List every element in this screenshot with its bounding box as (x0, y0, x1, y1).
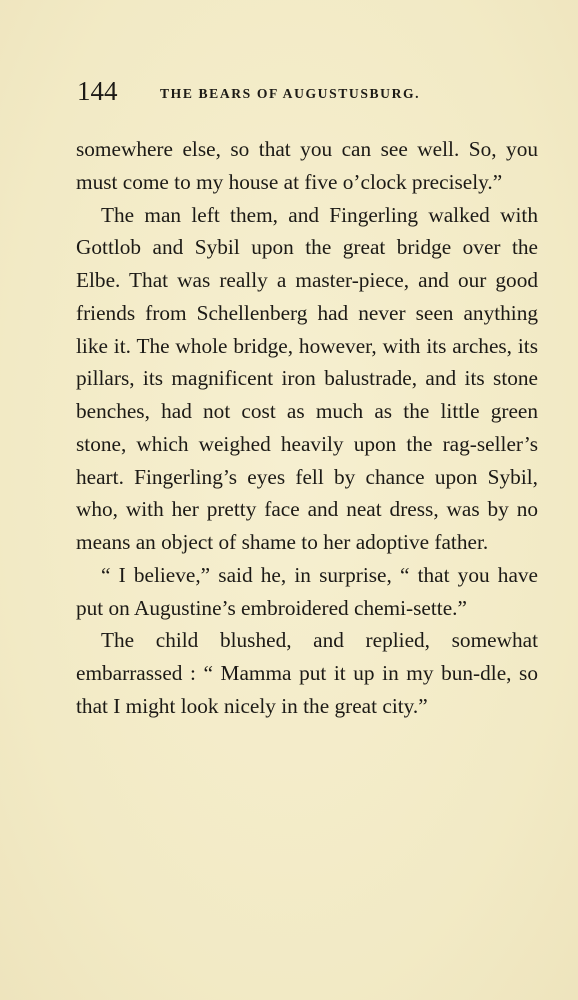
paragraph: somewhere else, so that you can see well. So, you must come to my house at five o’clock precisely.” (76, 137, 538, 194)
running-title: THE BEARS OF AUGUSTUSBURG. (160, 86, 421, 101)
paragraph: The child blushed, and replied, somewhat embarrassed : “ Mamma put it up in my bun-dle, so that I might look nicely in the great city.” (76, 628, 538, 718)
page-header (77, 74, 538, 108)
paragraph: “ I believe,” said he, in surprise, “ that you have put on Augustine’s embroidered chemi-sette.” (76, 562, 538, 620)
paragraph: The man left them, and Fingerling walked with Gottlob and Sybil upon the great bridge over the Elbe. That was really a master-piece, and our good friends from Schellenberg had never seen anything like it. The whole bridge, however, with its arches, its pillars, its magnificent iron balustrade, and its stone benches, had not cost as much as the little green stone, which weighed heavily upon the rag-seller’s heart. Fingerling’s eyes fell by chance upon Sybil, who, with her pretty face and neat dress, was by no means an object of shame to her adoptive father. (76, 202, 538, 554)
body-text (76, 133, 538, 723)
page-number: 144 (77, 76, 118, 106)
